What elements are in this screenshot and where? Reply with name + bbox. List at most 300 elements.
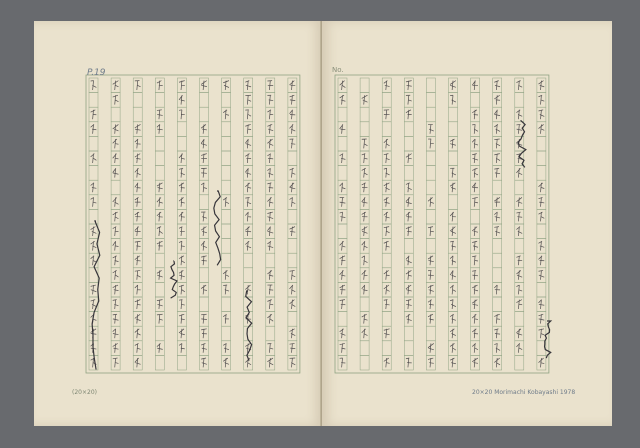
grid-cell — [426, 93, 435, 108]
handwritten-glyph — [113, 197, 119, 206]
grid-cell — [493, 239, 502, 254]
grid-cell — [177, 136, 186, 151]
grid-cell — [471, 297, 480, 312]
handwritten-glyph — [362, 197, 368, 206]
grid-cell — [338, 326, 347, 341]
handwritten-glyph — [113, 168, 119, 177]
grid-cell — [382, 93, 391, 108]
handwritten-glyph — [179, 110, 185, 119]
grid-cell — [426, 253, 435, 268]
grid-cell — [493, 151, 502, 166]
handwritten-glyph — [179, 270, 185, 279]
handwritten-glyph — [450, 95, 456, 104]
handwritten-glyph — [516, 197, 522, 206]
left-manuscript-grid — [34, 21, 322, 426]
grid-cell — [89, 136, 98, 151]
handwritten-glyph — [494, 343, 500, 352]
grid-cell — [155, 136, 164, 151]
grid-cell — [426, 122, 435, 137]
grid-cell — [222, 282, 231, 297]
grid-cell — [338, 224, 347, 239]
grid-cell — [382, 312, 391, 327]
grid-cell — [200, 209, 209, 224]
grid-cell — [338, 166, 347, 181]
grid-cell — [493, 253, 502, 268]
handwritten-glyph — [223, 285, 229, 294]
handwritten-glyph — [245, 110, 251, 119]
handwritten-glyph — [362, 241, 368, 250]
handwritten-glyph — [223, 197, 229, 206]
grid-cell — [360, 122, 369, 137]
handwritten-glyph — [450, 241, 456, 250]
handwritten-glyph — [472, 124, 478, 133]
handwritten-glyph — [290, 81, 296, 90]
grid-cell — [471, 136, 480, 151]
grid-cell — [493, 297, 502, 312]
grid-cell — [288, 326, 297, 341]
handwritten-glyph — [539, 212, 545, 221]
grid-cell — [338, 107, 347, 122]
handwritten-glyph — [428, 139, 434, 148]
grid-cell — [89, 93, 98, 108]
handwritten-glyph — [157, 197, 163, 206]
handwritten-glyph — [157, 300, 163, 309]
handwritten-glyph — [135, 300, 141, 309]
handwritten-glyph — [450, 256, 456, 265]
handwritten-glyph — [179, 300, 185, 309]
grid-cell — [155, 341, 164, 356]
grid-cell — [222, 341, 231, 356]
handwritten-glyph — [384, 285, 390, 294]
grid-cell — [222, 151, 231, 166]
handwritten-glyph — [384, 241, 390, 250]
handwritten-glyph — [472, 256, 478, 265]
handwritten-glyph — [539, 124, 545, 133]
handwritten-glyph — [406, 358, 412, 367]
grid-cell — [493, 355, 502, 370]
handwritten-glyph — [340, 358, 346, 367]
grid-cell — [222, 122, 231, 137]
handwritten-glyph — [290, 124, 296, 133]
handwritten-glyph — [516, 212, 522, 221]
handwritten-glyph — [113, 358, 119, 367]
grid-cell — [471, 282, 480, 297]
handwritten-glyph — [290, 95, 296, 104]
grid-cell — [111, 282, 120, 297]
grid-cell — [515, 326, 524, 341]
grid-cell — [382, 209, 391, 224]
handwritten-glyph — [267, 285, 273, 294]
handwritten-glyph — [290, 343, 296, 352]
handwritten-glyph — [179, 329, 185, 338]
grid-cell — [426, 326, 435, 341]
handwritten-glyph — [201, 154, 207, 163]
handwritten-glyph — [450, 139, 456, 148]
handwritten-glyph — [406, 270, 412, 279]
handwritten-glyph — [245, 139, 251, 148]
handwritten-glyph — [179, 81, 185, 90]
handwritten-glyph — [201, 183, 207, 192]
handwritten-glyph — [113, 241, 119, 250]
handwritten-glyph — [201, 168, 207, 177]
handwritten-glyph — [201, 124, 207, 133]
grid-cell — [471, 151, 480, 166]
grid-cell — [200, 107, 209, 122]
handwritten-glyph — [340, 329, 346, 338]
handwritten-glyph — [290, 183, 296, 192]
handwritten-glyph — [267, 168, 273, 177]
handwritten-glyph — [340, 343, 346, 352]
grid-cell — [222, 224, 231, 239]
handwritten-glyph — [428, 285, 434, 294]
handwritten-glyph — [539, 329, 545, 338]
grid-cell — [222, 166, 231, 181]
handwritten-glyph — [91, 124, 97, 133]
handwritten-glyph — [472, 241, 478, 250]
handwritten-glyph — [340, 95, 346, 104]
handwritten-glyph — [135, 314, 141, 323]
handwritten-glyph — [223, 343, 229, 352]
grid-cell — [266, 239, 275, 254]
grid-cell — [382, 166, 391, 181]
grid-cell — [515, 93, 524, 108]
grid-cell — [111, 326, 120, 341]
grid-cell — [360, 341, 369, 356]
grid-cell — [515, 239, 524, 254]
grid-cell — [493, 209, 502, 224]
handwritten-glyph — [135, 154, 141, 163]
handwritten-glyph — [362, 139, 368, 148]
grid-cell — [200, 93, 209, 108]
handwritten-glyph — [179, 343, 185, 352]
handwritten-glyph — [384, 81, 390, 90]
grid-cell — [426, 341, 435, 356]
handwritten-glyph — [340, 183, 346, 192]
handwritten-glyph — [290, 139, 296, 148]
handwritten-glyph — [384, 139, 390, 148]
grid-cell — [338, 93, 347, 108]
handwritten-glyph — [516, 124, 522, 133]
handwritten-glyph — [494, 358, 500, 367]
grid-cell — [493, 78, 502, 93]
handwritten-glyph — [113, 227, 119, 236]
grid-cell — [244, 166, 253, 181]
grid-cell — [222, 209, 231, 224]
grid-cell — [89, 239, 98, 254]
handwritten-glyph — [113, 285, 119, 294]
grid-cell — [515, 78, 524, 93]
handwritten-glyph — [267, 270, 273, 279]
handwritten-glyph — [267, 227, 273, 236]
handwritten-glyph — [179, 227, 185, 236]
handwritten-glyph — [539, 110, 545, 119]
handwritten-glyph — [290, 329, 296, 338]
handwritten-glyph — [135, 241, 141, 250]
handwritten-glyph — [362, 329, 368, 338]
handwritten-glyph — [472, 300, 478, 309]
handwritten-glyph — [201, 227, 207, 236]
grid-cell — [537, 282, 546, 297]
grid-cell — [111, 122, 120, 137]
handwritten-glyph — [157, 314, 163, 323]
grid-cell — [266, 209, 275, 224]
handwritten-glyph — [516, 227, 522, 236]
handwritten-glyph — [135, 329, 141, 338]
handwritten-glyph — [494, 212, 500, 221]
grid-cell — [360, 93, 369, 108]
grid-cell — [404, 195, 413, 210]
grid-cell — [111, 341, 120, 356]
handwritten-glyph — [290, 197, 296, 206]
handwritten-glyph — [384, 183, 390, 192]
grid-cell — [200, 355, 209, 370]
grid-cell — [89, 297, 98, 312]
handwritten-glyph — [157, 212, 163, 221]
grid-cell — [222, 78, 231, 93]
grid-cell — [155, 355, 164, 370]
grid-cell — [288, 122, 297, 137]
grid-cell — [360, 253, 369, 268]
grid-cell — [515, 136, 524, 151]
handwritten-glyph — [267, 241, 273, 250]
grid-cell — [288, 151, 297, 166]
left-manuscript-page — [34, 21, 322, 426]
grid-cell — [244, 78, 253, 93]
handwritten-glyph — [494, 329, 500, 338]
grid-cell — [404, 122, 413, 137]
grid-cell — [537, 195, 546, 210]
grid-cell — [111, 195, 120, 210]
grid-cell — [177, 122, 186, 137]
handwritten-glyph — [113, 270, 119, 279]
handwritten-glyph — [91, 81, 97, 90]
handwritten-glyph — [406, 285, 412, 294]
grid-cell — [537, 151, 546, 166]
handwritten-glyph — [179, 197, 185, 206]
grid-cell — [404, 341, 413, 356]
handwritten-glyph — [113, 95, 119, 104]
handwritten-glyph — [267, 95, 273, 104]
grid-cell — [471, 122, 480, 137]
handwritten-glyph — [91, 241, 97, 250]
grid-cell — [449, 93, 458, 108]
grid-cell — [155, 297, 164, 312]
handwritten-glyph — [179, 285, 185, 294]
handwritten-glyph — [516, 256, 522, 265]
grid-cell — [360, 297, 369, 312]
right-footer-code: 20×20 Morimachi Kobayashi 1978 — [472, 389, 576, 396]
handwritten-glyph — [340, 197, 346, 206]
grid-cell — [244, 253, 253, 268]
handwritten-glyph — [539, 270, 545, 279]
grid-cell — [177, 355, 186, 370]
grid-cell — [449, 239, 458, 254]
handwritten-glyph — [450, 168, 456, 177]
handwritten-glyph — [406, 183, 412, 192]
handwritten-glyph — [245, 154, 251, 163]
grid-cell — [222, 326, 231, 341]
grid-cell — [222, 297, 231, 312]
handwritten-glyph — [290, 168, 296, 177]
handwritten-glyph — [91, 154, 97, 163]
grid-cell — [404, 180, 413, 195]
grid-cell — [111, 312, 120, 327]
grid-cell — [537, 166, 546, 181]
grid-cell — [449, 107, 458, 122]
handwritten-glyph — [179, 95, 185, 104]
handwritten-glyph — [179, 241, 185, 250]
grid-cell — [382, 78, 391, 93]
handwritten-glyph — [340, 241, 346, 250]
grid-cell — [382, 180, 391, 195]
handwritten-glyph — [201, 285, 207, 294]
grid-cell — [426, 166, 435, 181]
handwritten-glyph — [428, 124, 434, 133]
grid-cell — [155, 326, 164, 341]
grid-cell — [111, 297, 120, 312]
grid-cell — [537, 268, 546, 283]
handwritten-glyph — [450, 227, 456, 236]
handwritten-glyph — [135, 227, 141, 236]
grid-cell — [133, 268, 142, 283]
grid-cell — [338, 195, 347, 210]
handwritten-glyph — [450, 270, 456, 279]
grid-cell — [537, 312, 546, 327]
handwritten-glyph — [428, 358, 434, 367]
handwritten-glyph — [384, 154, 390, 163]
handwritten-glyph — [135, 81, 141, 90]
handwritten-glyph — [428, 300, 434, 309]
grid-cell — [426, 209, 435, 224]
grid-cell — [537, 224, 546, 239]
handwritten-glyph — [450, 183, 456, 192]
grid-cell — [515, 166, 524, 181]
handwritten-glyph — [135, 212, 141, 221]
handwritten-glyph — [179, 168, 185, 177]
handwritten-glyph — [472, 197, 478, 206]
grid-cell — [266, 326, 275, 341]
grid-cell — [111, 166, 120, 181]
handwritten-glyph — [539, 300, 545, 309]
grid-cell — [449, 224, 458, 239]
grid-cell — [515, 224, 524, 239]
grid-cell — [404, 253, 413, 268]
handwritten-glyph — [267, 110, 273, 119]
grid-cell — [89, 268, 98, 283]
correction-scribble — [246, 291, 252, 361]
handwritten-glyph — [135, 270, 141, 279]
grid-cell — [222, 239, 231, 254]
grid-cell — [404, 326, 413, 341]
handwritten-glyph — [113, 256, 119, 265]
handwritten-glyph — [472, 81, 478, 90]
handwritten-glyph — [450, 314, 456, 323]
handwritten-glyph — [135, 168, 141, 177]
grid-cell — [449, 136, 458, 151]
handwritten-glyph — [384, 197, 390, 206]
handwritten-glyph — [245, 168, 251, 177]
grid-cell — [222, 180, 231, 195]
grid-cell — [200, 297, 209, 312]
grid-cell — [471, 93, 480, 108]
handwritten-glyph — [267, 300, 273, 309]
handwritten-glyph — [384, 329, 390, 338]
grid-cell — [288, 268, 297, 283]
handwritten-glyph — [450, 358, 456, 367]
grid-cell — [404, 282, 413, 297]
grid-cell — [338, 312, 347, 327]
handwritten-glyph — [113, 314, 119, 323]
grid-cell — [493, 136, 502, 151]
handwritten-glyph — [494, 197, 500, 206]
handwritten-glyph — [516, 81, 522, 90]
grid-cell — [155, 268, 164, 283]
grid-cell — [449, 166, 458, 181]
handwritten-glyph — [494, 81, 500, 90]
handwritten-glyph — [113, 81, 119, 90]
handwritten-glyph — [406, 81, 412, 90]
grid-cell — [288, 180, 297, 195]
handwritten-glyph — [494, 124, 500, 133]
handwritten-glyph — [362, 314, 368, 323]
grid-cell — [449, 297, 458, 312]
grid-cell — [244, 195, 253, 210]
grid-cell — [200, 341, 209, 356]
grid-cell — [360, 355, 369, 370]
handwritten-glyph — [406, 110, 412, 119]
grid-cell — [449, 122, 458, 137]
handwritten-glyph — [135, 183, 141, 192]
grid-cell — [426, 78, 435, 93]
handwritten-glyph — [472, 270, 478, 279]
grid-cell — [133, 122, 142, 137]
grid-cell — [244, 268, 253, 283]
grid-cell — [449, 195, 458, 210]
grid-cell — [537, 107, 546, 122]
handwritten-glyph — [201, 343, 207, 352]
handwritten-glyph — [516, 270, 522, 279]
correction-scribble — [171, 261, 177, 298]
handwritten-glyph — [406, 227, 412, 236]
handwritten-glyph — [472, 139, 478, 148]
grid-cell — [404, 136, 413, 151]
handwritten-glyph — [539, 256, 545, 265]
handwritten-glyph — [135, 343, 141, 352]
grid-cell — [177, 253, 186, 268]
handwritten-glyph — [472, 358, 478, 367]
handwritten-glyph — [290, 358, 296, 367]
handwritten-glyph — [245, 212, 251, 221]
handwritten-glyph — [223, 358, 229, 367]
grid-cell — [155, 166, 164, 181]
grid-cell — [360, 107, 369, 122]
handwritten-glyph — [494, 285, 500, 294]
handwritten-glyph — [267, 343, 273, 352]
grid-cell — [133, 107, 142, 122]
handwritten-glyph — [494, 314, 500, 323]
handwritten-glyph — [201, 314, 207, 323]
grid-cell — [133, 312, 142, 327]
handwritten-glyph — [179, 183, 185, 192]
grid-cell — [133, 166, 142, 181]
handwritten-glyph — [245, 197, 251, 206]
grid-cell — [382, 122, 391, 137]
grid-cell — [111, 180, 120, 195]
handwritten-glyph — [340, 81, 346, 90]
handwritten-glyph — [91, 197, 97, 206]
handwritten-glyph — [340, 270, 346, 279]
handwritten-glyph — [245, 227, 251, 236]
